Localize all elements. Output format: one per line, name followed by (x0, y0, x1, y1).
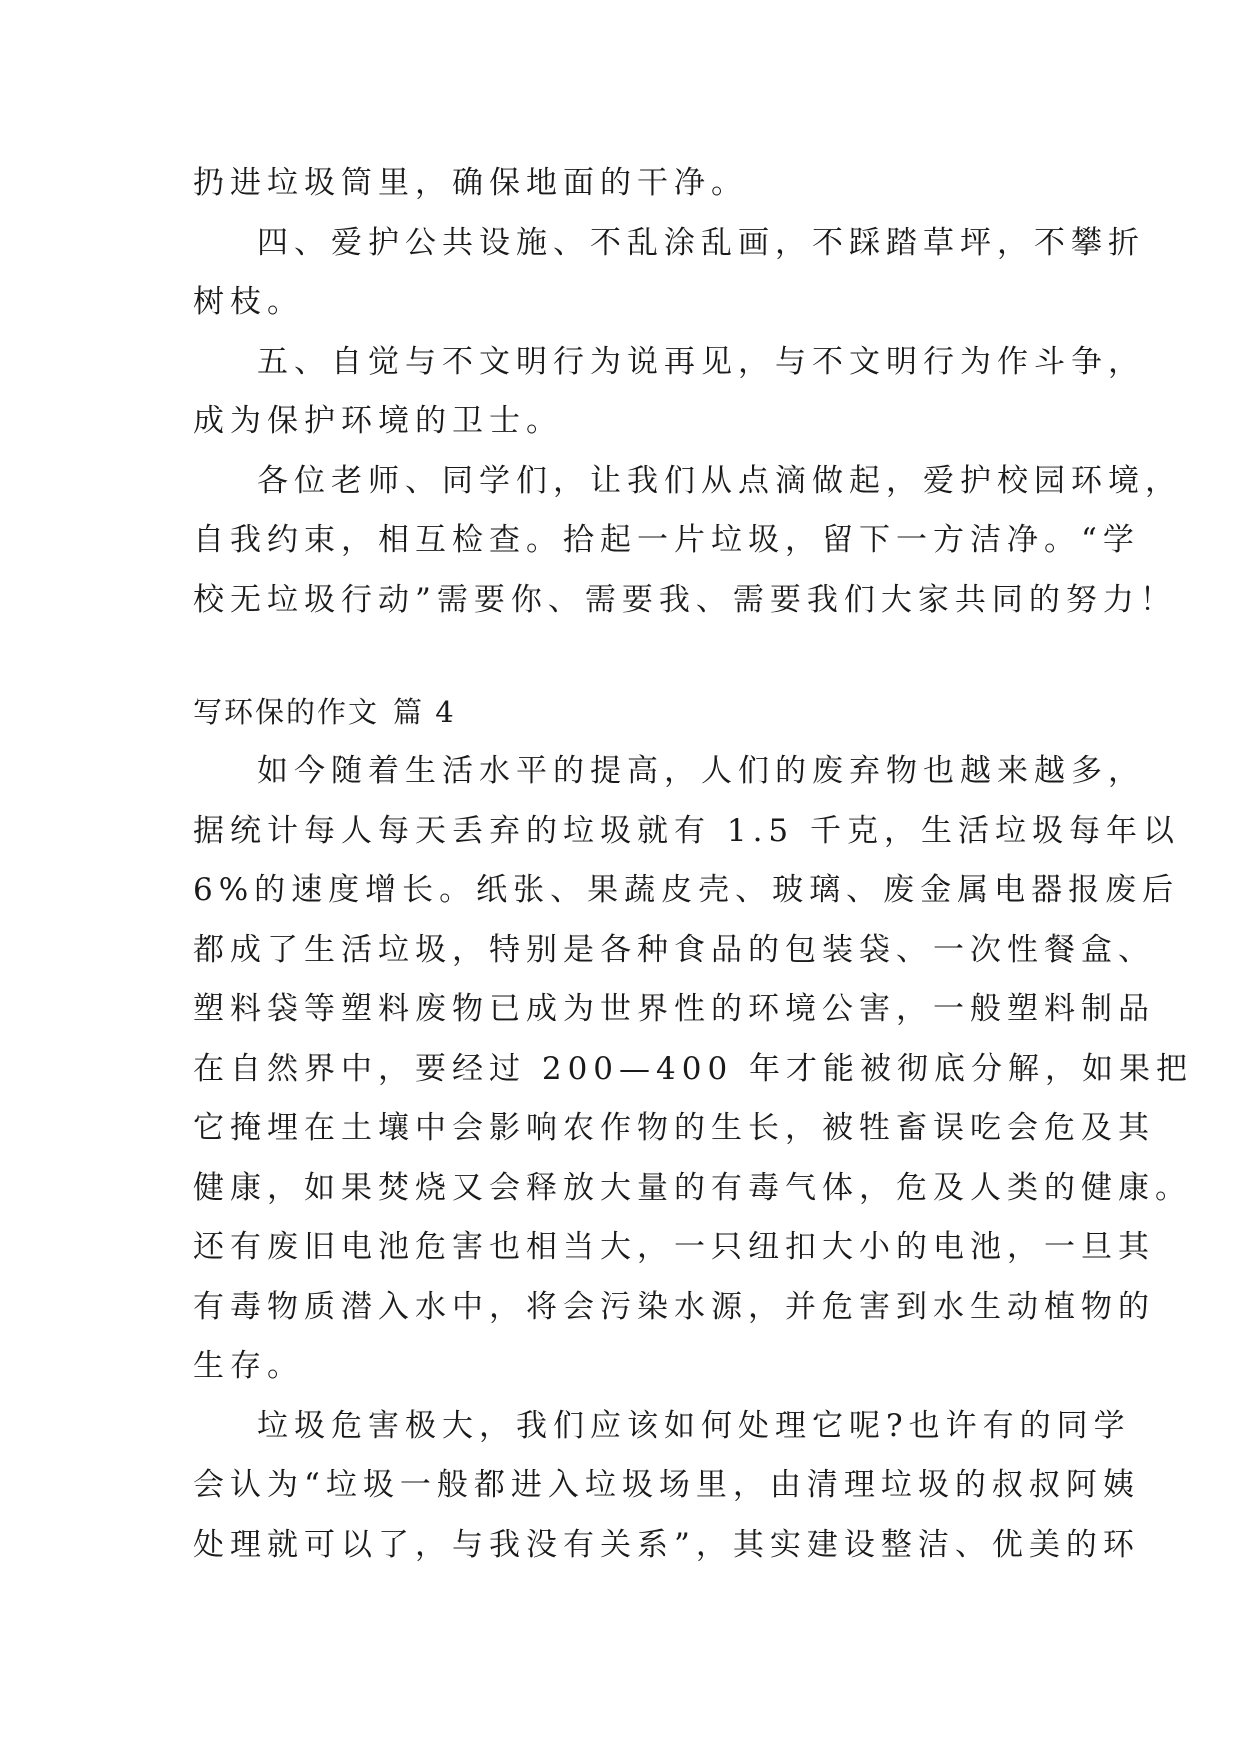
paragraph-waste-handling (193, 1397, 1140, 1576)
text-line: 各位老师、同学们，让我们从点滴做起，爱护校园环境， (257, 462, 1182, 499)
text-line: 6%的速度增长。纸张、果蔬皮壳、玻璃、废金属电器报废后 (193, 872, 1180, 908)
section-heading-number: 篇 4 (393, 695, 456, 729)
text-line: 据统计每人每天丢弃的垃圾就有 1.5 千克，生活垃圾每年以 (193, 812, 1181, 849)
text-line: 垃圾危害极大，我们应该如何处理它呢?也许有的同学 (257, 1407, 1131, 1444)
text-line: 它掩埋在土壤中会影响农作物的生长，被牲畜误吃会危及其 (193, 1110, 1155, 1146)
text-line: 成为保护环境的卫士。 (193, 403, 563, 439)
section-heading-title: 写环保的作文 (193, 695, 380, 729)
text-line: 如今随着生活水平的提高，人们的废弃物也越来越多， (257, 753, 1145, 789)
text-line: 处理就可以了，与我没有关系”，其实建设整洁、优美的环 (193, 1526, 1140, 1563)
text-line: 扔进垃圾筒里，确保地面的干净。 (193, 165, 748, 201)
paragraph-waste-growth (193, 742, 1194, 1397)
paragraph-continuation (193, 154, 1055, 214)
text-line: 四、爱护公共设施、不乱涂乱画，不踩踏草坪，不攀折 (257, 224, 1145, 261)
text-line: 塑料袋等塑料废物已成为世界性的环境公害，一般塑料制品 (193, 991, 1155, 1027)
text-line: 在自然界中，要经过 200—400 年才能被彻底分解，如果把 (193, 1050, 1194, 1087)
text-line: 都成了生活垃圾，特别是各种食品的包装袋、一次性餐盒、 (193, 931, 1155, 968)
paragraph-appeal (193, 452, 1182, 631)
text-line: 还有废旧电池危害也相当大，一只纽扣大小的电池，一旦其 (193, 1229, 1155, 1265)
text-line: 自我约束，相互检查。拾起一片垃圾，留下一方洁净。“学 (193, 522, 1140, 558)
section-heading (193, 682, 1055, 742)
text-line: 校无垃圾行动”需要你、需要我、需要我们大家共同的努力！ (193, 581, 1177, 618)
paragraph-item-four (193, 214, 1145, 333)
text-line: 健康，如果焚烧又会释放大量的有毒气体，危及人类的健康。 (193, 1169, 1192, 1206)
section-gap (193, 630, 1055, 682)
paragraph-item-five (193, 333, 1145, 452)
text-line: 五、自觉与不文明行为说再见，与不文明行为作斗争， (257, 343, 1145, 380)
text-line: 树枝。 (193, 284, 304, 320)
text-line: 会认为“垃圾一般都进入垃圾场里，由清理垃圾的叔叔阿姨 (193, 1467, 1140, 1503)
document-body (193, 154, 1194, 1575)
text-line: 有毒物质潜入水中，将会污染水源，并危害到水生动植物的 (193, 1288, 1155, 1325)
text-line: 生存。 (193, 1348, 304, 1384)
